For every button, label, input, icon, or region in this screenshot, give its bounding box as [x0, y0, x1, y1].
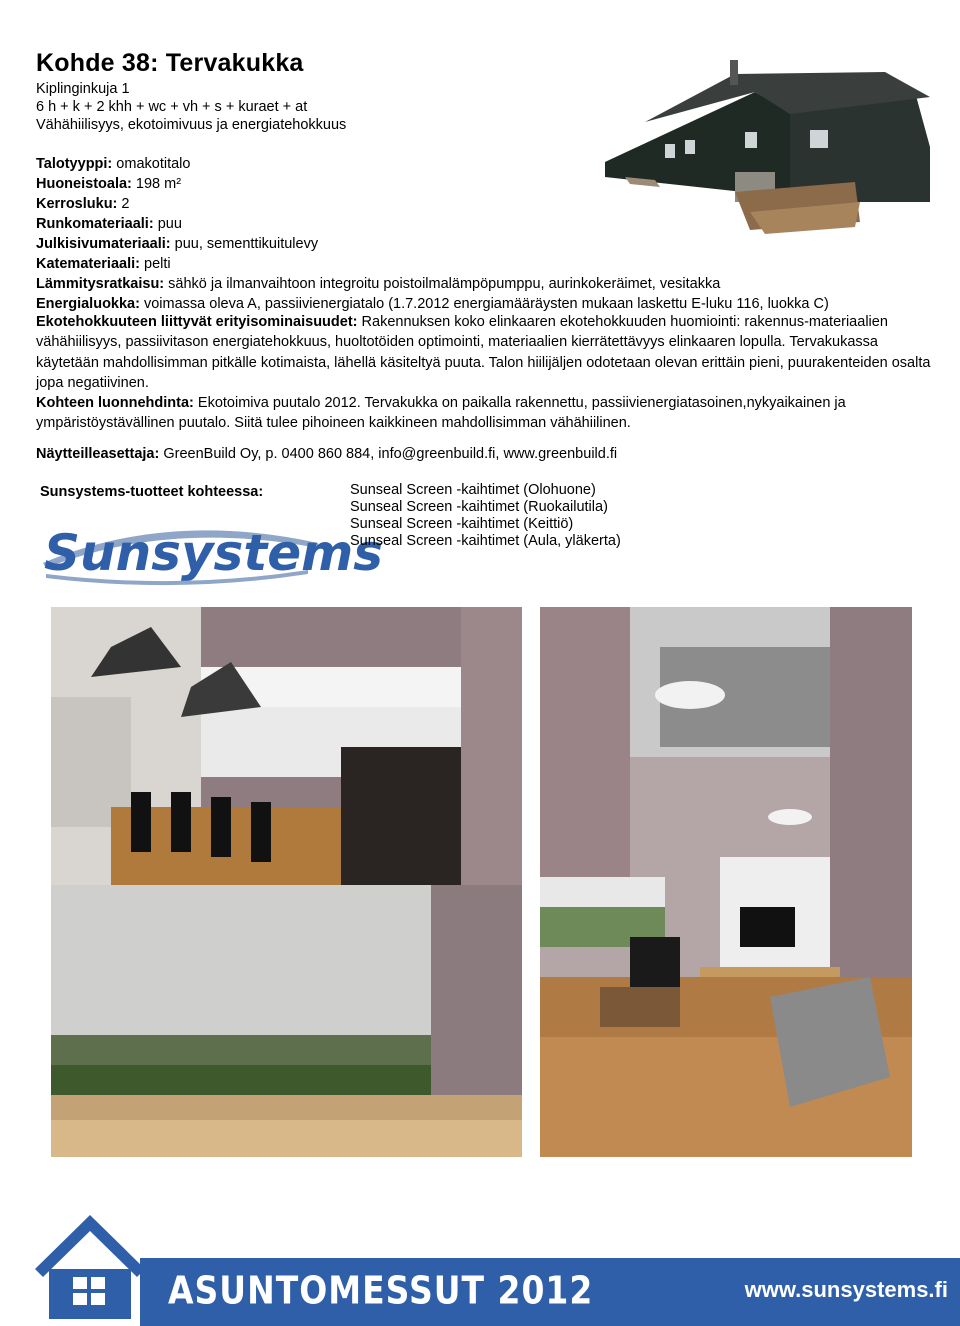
top-margin	[0, 0, 960, 46]
spec-roof-material: Katemateriaali: pelti	[36, 256, 171, 272]
theme: Vähähiilisyys, ekotoimivuus ja energiatehokkuus	[36, 117, 347, 133]
eco-features: Ekotehokkuuteen liittyvät erityisominaisuudet: Rakennuksen koko elinkaaren ekotehokkuuden huomiointi: rakennus-materiaalien vähähiilisyys, passiivitason energiatehokkuus, huoltotöiden optimointi, materiaalien kierrätettävyys elinkaaren lopulla. Tervakukassa käytetään mahdollisimman pitkälle kotimaista, lähellä käsiteltyä puuta. Talon hiilijäljen odotetaan olevan erittäin pieni, puurakenteiden osalta jopa negatiivinen.	[36, 314, 931, 391]
spec-frame-material: Runkomateriaali: puu	[36, 216, 182, 232]
exhibitor: Näytteilleasettaja: GreenBuild Oy, p. 0400 860 884, info@greenbuild.fi, www.greenbuild.fi	[36, 446, 618, 462]
dining-room-photo	[51, 607, 522, 886]
sunsystems-logo-text: Sunsystems	[44, 524, 383, 582]
living-room-photo	[540, 607, 912, 1157]
footer-event-title: ASUNTOMESSUT 2012	[168, 1268, 594, 1313]
page-title: Kohde 38: Tervakukka	[36, 49, 304, 77]
products-heading: Sunsystems-tuotteet kohteessa:	[40, 484, 264, 500]
product-item: Sunseal Screen -kaihtimet (Keittiö)	[350, 516, 574, 532]
product-item: Sunseal Screen -kaihtimet (Ruokailutila)	[350, 499, 608, 515]
footer-url: www.sunsystems.fi	[744, 1277, 948, 1302]
house-rendering-image	[585, 52, 950, 250]
sunsystems-logo	[38, 508, 383, 586]
product-item: Sunseal Screen -kaihtimet (Aula, yläkerta)	[350, 533, 621, 549]
spec-facade-material: Julkisivumateriaali: puu, sementtikuitulevy	[36, 236, 319, 252]
product-item: Sunseal Screen -kaihtimet (Olohuone)	[350, 482, 596, 498]
window-blind-photo	[51, 885, 522, 1157]
spec-energy-class: Energialuokka: voimassa oleva A, passiivienergiatalo (1.7.2012 energiamääräysten mukaan laskettu E-luku 116, luokka C)	[36, 296, 829, 312]
spec-floors: Kerrosluku: 2	[36, 196, 130, 212]
house-logo-icon	[35, 1209, 145, 1319]
address: Kiplinginkuja 1	[36, 81, 130, 97]
products-list	[350, 482, 621, 550]
designer-description: Kohteen luonnehdinta: Ekotoimiva puutalo 2012. Tervakukka on paikalla rakennettu, passiivienergiatasoinen,nykyaikainen ja ympäristöystävällinen puutalo. Siitä tulee pihoineen kaikkineen mahdollisimman vähähiilinen.	[36, 395, 846, 432]
room-layout: 6 h + k + 2 khh + wc + vh + s + kuraet + at	[36, 99, 308, 115]
spec-house-type: Talotyyppi: omakotitalo	[36, 156, 191, 172]
spec-floor-area: Huoneistoala: 198 m²	[36, 176, 182, 192]
spec-heating: Lämmitysratkaisu: sähkö ja ilmanvaihtoon integroitu poistoilmalämpöpumppu, aurinkokeräimet, vesitakka	[36, 276, 721, 292]
